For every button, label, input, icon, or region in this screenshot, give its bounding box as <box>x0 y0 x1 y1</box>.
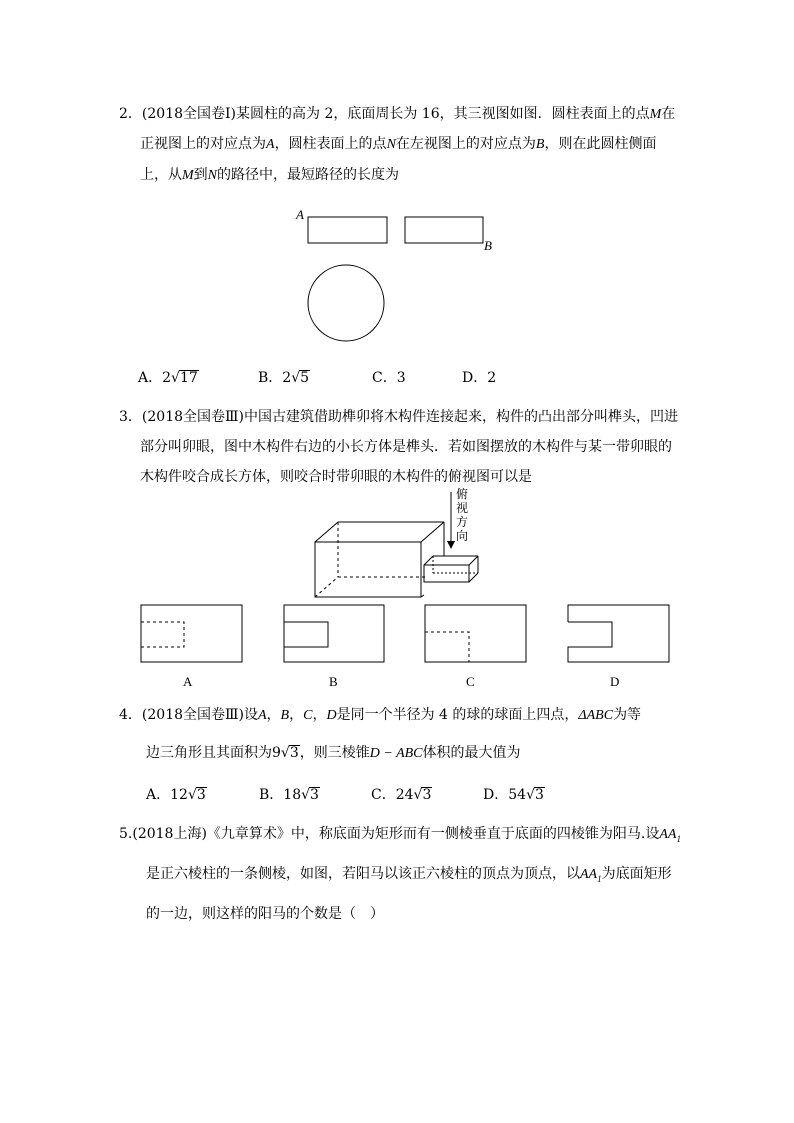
choice-b-top-view <box>284 605 384 662</box>
q5-number: 5. <box>119 826 133 842</box>
q4-line-2: 边三角形且其面积为9√3，则三棱锥D − ABC体积的最大值为 <box>146 745 521 761</box>
q3-choice-label-c[interactable]: C <box>466 674 475 689</box>
q5-line-2: 是正六棱柱的一条侧棱，如图，若阳马以该正六棱柱的顶点为顶点，以$AA_1$为底面矩形 <box>146 866 672 884</box>
choice-d-top-view <box>568 605 669 662</box>
q2-number: 2． <box>119 106 142 122</box>
q2-option-a[interactable]: A．2√17 <box>138 370 198 386</box>
q5-line-1: 5.(2018上海)《九章算术》中，称底面为矩形而有一侧棱垂直于底面的四棱锥为阳马.设$AA_1$ <box>119 826 681 844</box>
q4-option-a[interactable]: A．12√3 <box>146 787 206 803</box>
q2-figure-label-b: B <box>484 238 492 253</box>
choice-c-top-view <box>425 605 526 662</box>
q3-choice-label-d[interactable]: D <box>610 674 620 689</box>
q4-line-1: 4．(2018全国卷Ⅲ)设A，B，C，D是同一个半径为 4 的球的球面上四点，ΔABC为等 <box>119 707 642 723</box>
q4-number: 4． <box>119 707 142 723</box>
q3-choice-label-a[interactable]: A <box>183 674 193 689</box>
q4-option-b[interactable]: B．18√3 <box>259 787 319 803</box>
large-box <box>315 522 444 597</box>
q4-option-c[interactable]: C．24√3 <box>371 787 432 803</box>
q3-line-2: 部分叫卯眼，图中木构件右边的小长方体是榫头．若如图摆放的木构件与某一带卯眼的 <box>140 439 672 455</box>
q2-line-1: 2．(2018全国卷Ⅰ)某圆柱的高为 2，底面周长为 16，其三视图如图．圆柱表面上的点M在 <box>119 106 676 122</box>
q3-line-3: 木构件咬合成长方体，则咬合时带卯眼的木构件的俯视图可以是 <box>140 469 532 485</box>
q2-option-b[interactable]: B．2√5 <box>258 370 310 386</box>
q2-figure-label-a: A <box>296 207 304 222</box>
view-direction-arrow <box>447 492 455 549</box>
q3-number: 3． <box>119 409 142 425</box>
tenon-box <box>424 556 478 582</box>
q2-line-3: 上，从M到N的路径中，最短路径的长度为 <box>140 167 400 183</box>
q5-line-3: 的一边，则这样的阳马的个数是（ ） <box>146 906 384 922</box>
q2-option-d[interactable]: D．2 <box>462 370 497 386</box>
q3-line-1: 3．(2018全国卷Ⅲ)中国古建筑借助榫卯将木构件连接起来，构件的凸出部分叫榫头，凹进 <box>119 409 678 425</box>
q2-line-2: 正视图上的对应点为A，圆柱表面上的点N在左视图上的对应点为B，则在此圆柱侧面 <box>140 136 657 152</box>
view-direction-label: 俯 视 方 向 <box>456 487 469 543</box>
q4-option-d[interactable]: D．54√3 <box>483 787 544 803</box>
q3-choice-label-b[interactable]: B <box>329 674 338 689</box>
choice-a-top-view <box>141 605 242 662</box>
q2-option-c[interactable]: C．3 <box>372 370 406 386</box>
